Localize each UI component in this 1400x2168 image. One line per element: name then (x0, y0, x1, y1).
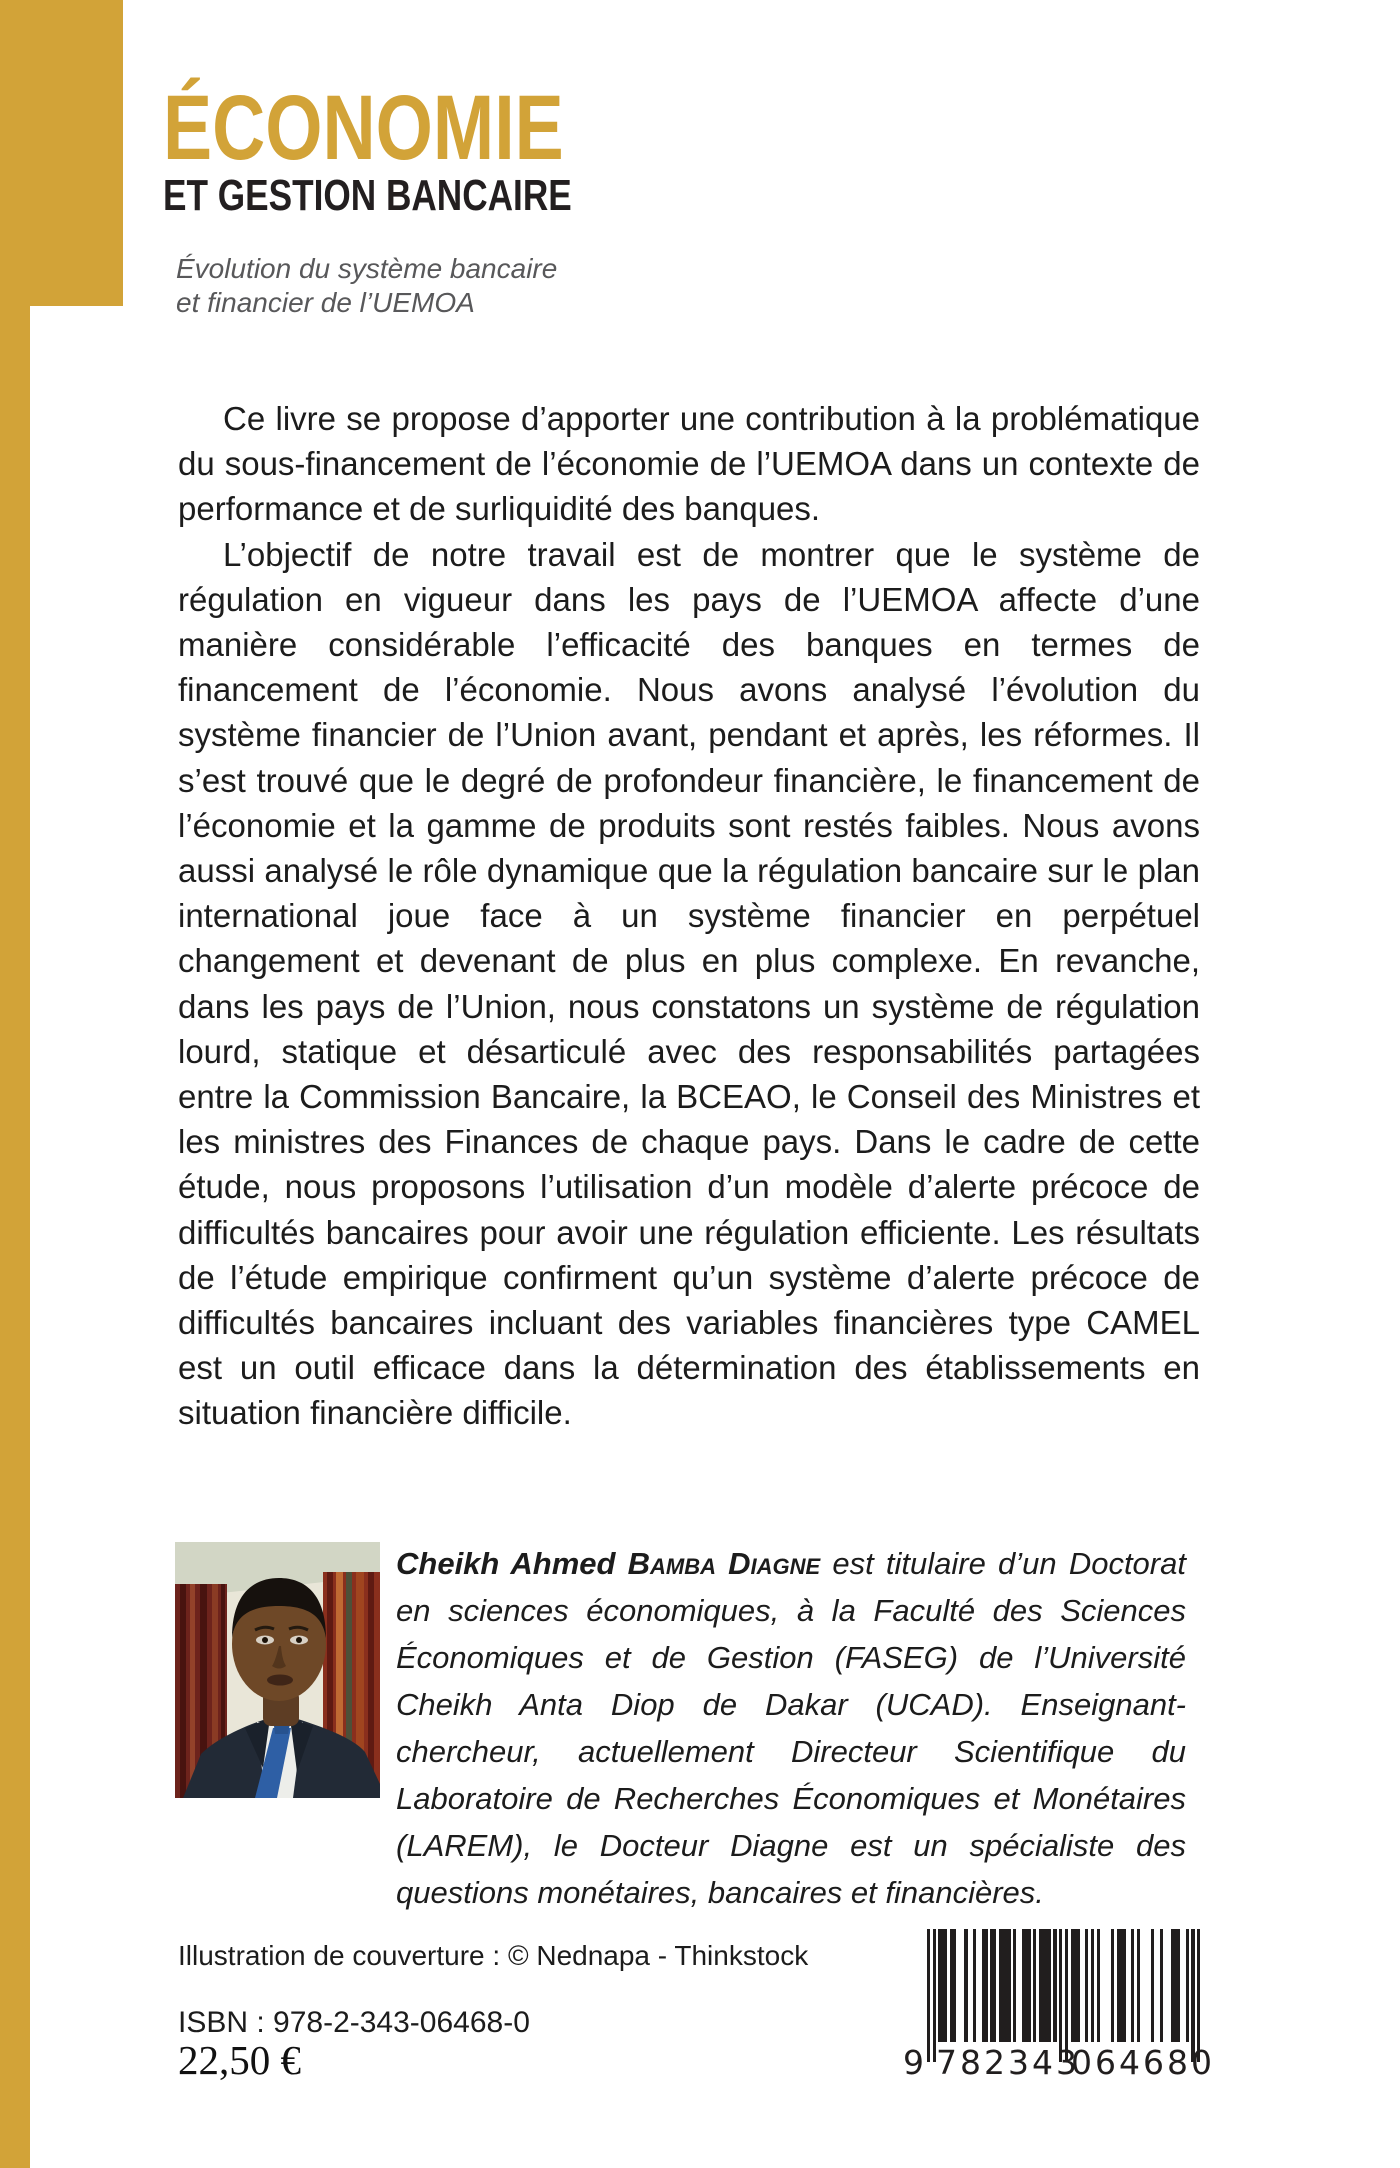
subtitle-line-1: Évolution du système bancaire (176, 253, 558, 284)
barcode-digits-right: 064680 (1071, 2043, 1215, 2082)
author-bio (396, 1540, 1186, 1916)
author-photo (175, 1542, 380, 1798)
synopsis-paragraph-2: L’objectif de notre travail est de montrer que le système de régulation en vigueur dans les pays de l’UEMOA affecte d’une manière considérable l’efficacité des banques en termes de financement de l’économie. Nous avons analysé l’évolution du système financier de l’Union avant, pendant et après, les réformes. Il s’est trouvé que le degré de profondeur financière, le financement de l’économie et la gamme de produits sont restés faibles. Nous avons aussi analysé le rôle dynamique que la régulation bancaire sur le plan international joue face à un système financier en perpétuel changement et devenant de plus en plus complexe. En revanche, dans les pays de l’Union, nous constatons un système de régulation lourd, statique et désarticulé avec des responsabilités partagées entre la Commission Bancaire, la BCEAO, le Conseil des Ministres et les ministres des Finances de chaque pays. Dans le cadre de cette étude, nous proposons l’utilisation d’un modèle d’alerte précoce de difficultés bancaires pour avoir une régulation efficiente. Les résultats de l’étude empirique confirment qu’un système d’alerte précoce de difficultés bancaires incluant des variables financières type CAMEL est un outil efficace dans la détermination des établissements en situation financière difficile. (178, 535, 1200, 1432)
synopsis-paragraph-1: Ce livre se propose d’apporter une contribution à la problématique du sous-financement de l’économie de l’UEMOA dans un contexte de performance et de surliquidité des banques. (178, 400, 1200, 528)
ean-barcode (903, 1929, 1223, 2081)
author-bio-text: est titulaire d’un Doctorat en sciences économiques, à la Faculté des Sciences Économiques et de Gestion (FASEG) de l’Université Cheikh Anta Diop de Dakar (UCAD). Enseignant-chercheur, actuellement Directeur Scientifique du Laboratoire de Recherches Économiques et Monétaires (LAREM), le Docteur Diagne est un spécialiste des questions monétaires, bancaires et financières. (396, 1546, 1186, 1910)
cover-illustration-credit: Illustration de couverture : © Nednapa - Thinkstock (178, 1940, 809, 1971)
book-title-line-1: ÉCONOMIE (163, 77, 564, 179)
subtitle-line-2: et financier de l’UEMOA (176, 287, 475, 318)
author-name-smallcaps: Bamba Diagne (627, 1546, 821, 1581)
author-name: Cheikh Ahmed (396, 1546, 616, 1581)
barcode-digit-left: 9 (903, 2043, 924, 2082)
book-title-line-2: ET GESTION BANCAIRE (163, 171, 572, 220)
book-subtitle (176, 252, 557, 320)
isbn-text: ISBN : 978-2-343-06468-0 (178, 2006, 530, 2039)
gold-header-block (0, 0, 123, 306)
barcode-digits-left: 782343 (936, 2043, 1080, 2082)
price-text: 22,50 € (178, 2037, 301, 2083)
synopsis (178, 396, 1200, 1436)
barcode-digits (903, 2043, 1223, 2082)
gold-spine-strip (0, 0, 30, 2168)
